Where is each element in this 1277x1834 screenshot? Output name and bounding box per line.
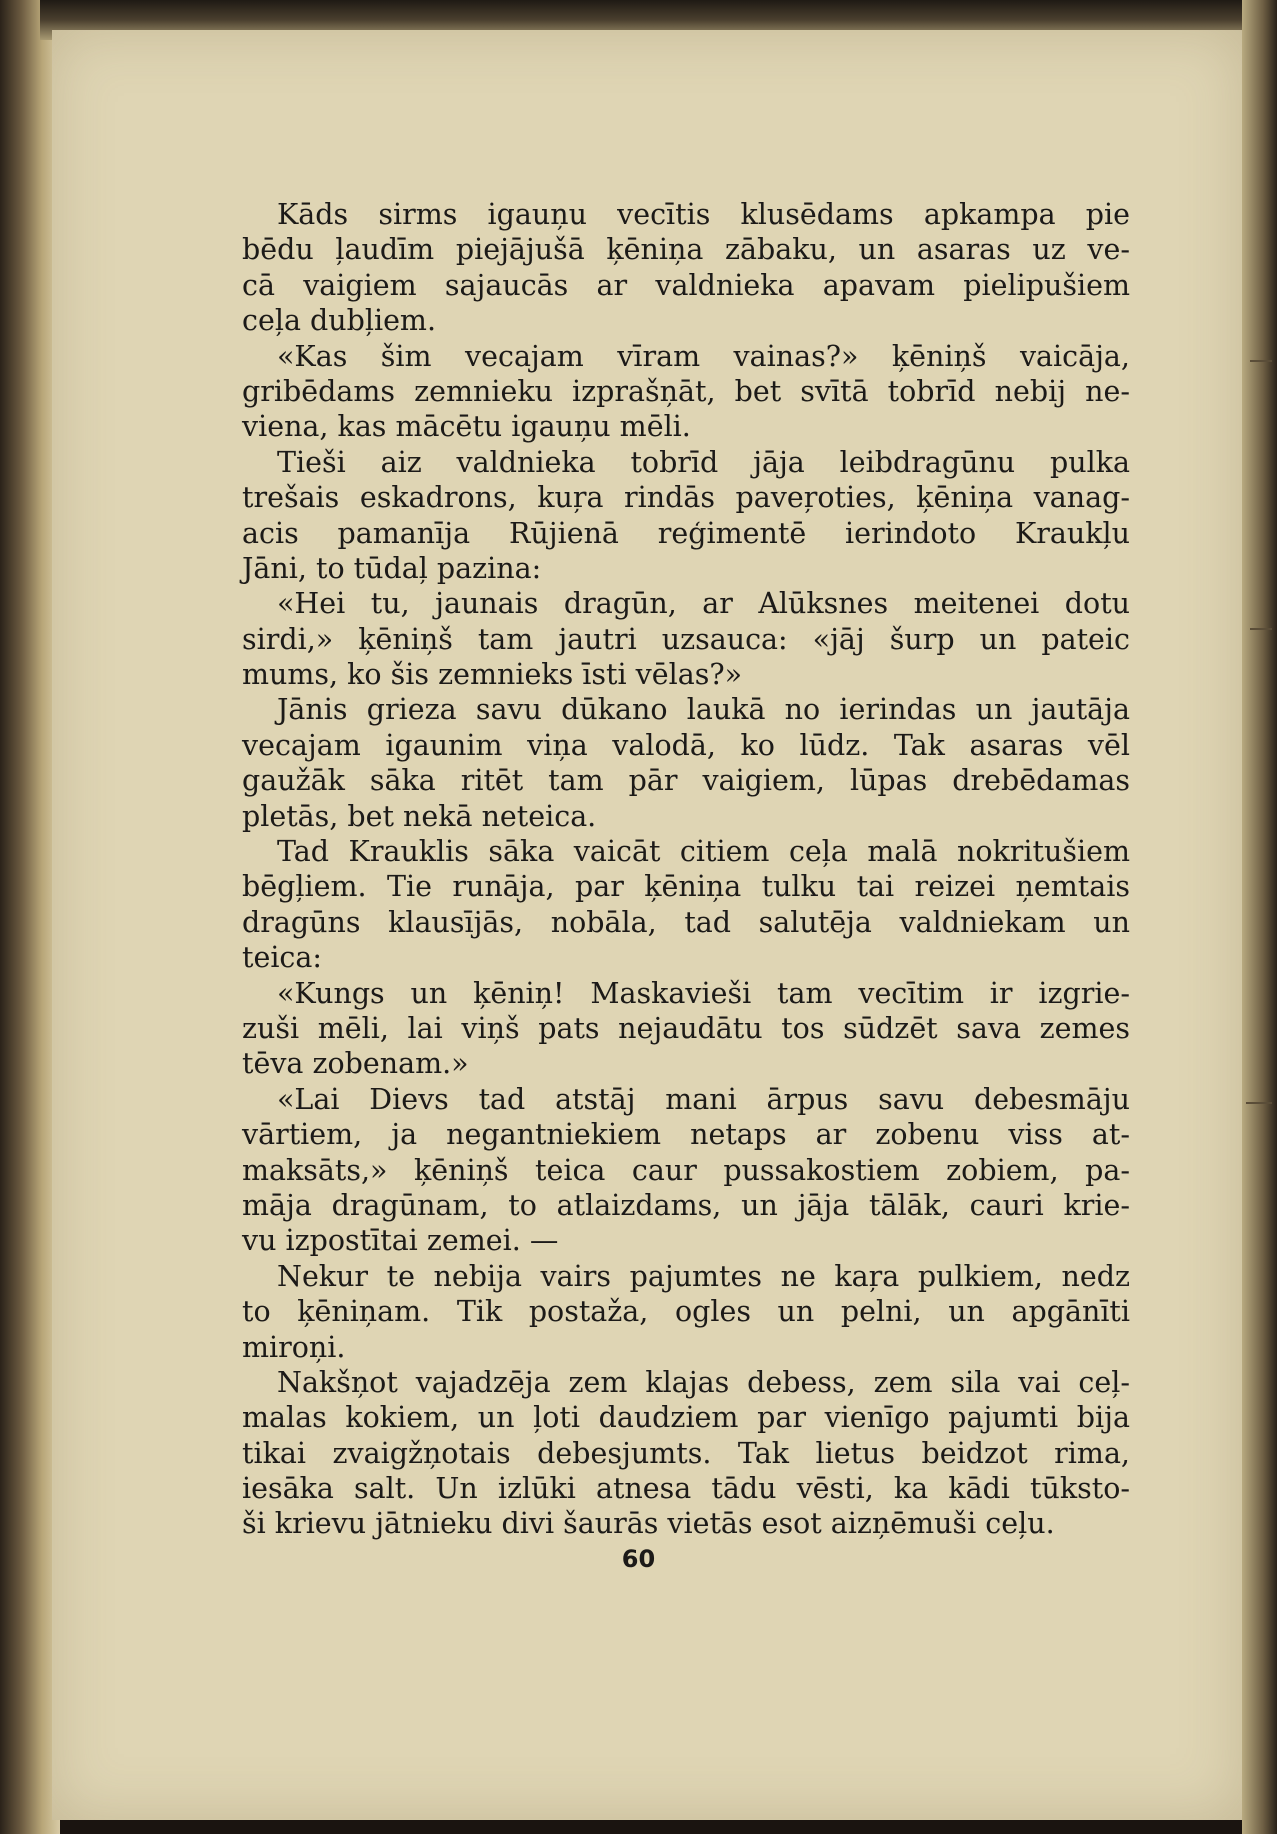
text-line: sirdi,» ķēniņš tam jautri uzsauca: «jāj šurp un pateic [242, 622, 1130, 656]
text-line: maksāts,» ķēniņš teica caur pussakostiem zobiem, pa- [242, 1153, 1130, 1187]
text-line: «Kungs un ķēniņ! Maskavieši tam vecītim ir izgrie- [277, 976, 1130, 1010]
text-line: tēva zobenam.» [242, 1047, 469, 1081]
text-line: «Lai Dievs tad atstāj mani ārpus savu debesmāju [277, 1082, 1130, 1116]
text-line: vu izpostītai zemei. — [242, 1224, 559, 1258]
text-line: māja dragūnam, to atlaizdams, un jāja tālāk, cauri krie- [242, 1188, 1130, 1222]
text-line: Jānis grieza savu dūkano laukā no ierindas un jautāja [277, 693, 1130, 727]
text-line: vārtiem, ja negantniekiem netaps ar zobenu viss at- [242, 1118, 1130, 1152]
margin-mark [1250, 360, 1272, 362]
text-line: cā vaigiem sajaucās ar valdnieka apavam pielipušiem [242, 268, 1130, 302]
text-line: «Hei tu, jaunais dragūn, ar Alūksnes meitenei dotu [277, 587, 1130, 621]
text-line: gaužāk sāka ritēt tam pār vaigiem, lūpas drebēdamas [242, 764, 1130, 798]
text-line: bēgļiem. Tie runāja, par ķēniņa tulku tai reizei ņemtais [242, 870, 1130, 904]
page-number: 60 [621, 1545, 656, 1573]
text-line: teica: [242, 941, 322, 975]
text-line: iesāka salt. Un izlūki atnesa tādu vēsti, ka kādi tūksto- [242, 1472, 1130, 1506]
text-line: Nekur te nebija vairs pajumtes ne kaŗa pulkiem, nedz [277, 1259, 1130, 1293]
text-line: dragūns klausījās, nobāla, tad salutēja valdniekam un [242, 905, 1130, 939]
text-line: Nakšņot vajadzēja zem klajas debess, zem sila vai ceļ- [277, 1365, 1130, 1399]
body-text [242, 197, 1130, 1542]
text-line: Tad Krauklis sāka vaicāt citiem ceļa malā nokritušiem [277, 835, 1130, 869]
text-line: pletās, bet nekā neteica. [242, 799, 597, 833]
text-line: mums, ko šis zemnieks īsti vēlas?» [242, 658, 743, 692]
text-line: malas kokiem, un ļoti daudziem par vienīgo pajumti bija [242, 1401, 1130, 1435]
text-line: «Kas šim vecajam vīram vainas?» ķēniņš vaicāja, [277, 339, 1130, 373]
text-line: viena, kas mācētu igauņu mēli. [242, 410, 691, 444]
text-line: bēdu ļaudīm piejājušā ķēniņa zābaku, un asaras uz ve- [242, 233, 1130, 267]
text-line: vecajam igaunim viņa valodā, ko lūdz. Tak asaras vēl [242, 728, 1130, 762]
text-line: Jāni, to tūdaļ pazina: [242, 551, 542, 585]
text-line: zuši mēli, lai viņš pats nejaudātu tos sūdzēt sava zemes [242, 1011, 1130, 1045]
text-line: Kāds sirms igauņu vecītis klusēdams apkampa pie [277, 198, 1130, 231]
text-line: trešais eskadrons, kuŗa rindās paveŗoties, ķēniņa vanag- [242, 481, 1130, 515]
margin-mark [1246, 1102, 1272, 1104]
text-line: ši krievu jātnieku divi šaurās vietās esot aizņēmuši ceļu. [242, 1507, 1055, 1541]
text-line: acis pamanīja Rūjienā reģimentē ierindoto Kraukļu [242, 516, 1130, 550]
text-line: ceļa dubļiem. [242, 304, 437, 338]
text-line: gribēdams zemnieku izprašņāt, bet svītā tobrīd nebij ne- [242, 374, 1130, 408]
text-line: tikai zvaigžņotais debesjumts. Tak lietus beidzot rima, [242, 1436, 1130, 1470]
margin-mark [1250, 628, 1272, 630]
text-line: to ķēniņam. Tik postaža, ogles un pelni, un apgānīti [242, 1295, 1130, 1329]
text-line: miroņi. [242, 1330, 346, 1364]
text-line: Tieši aiz valdnieka tobrīd jāja leibdragūnu pulka [277, 445, 1130, 479]
